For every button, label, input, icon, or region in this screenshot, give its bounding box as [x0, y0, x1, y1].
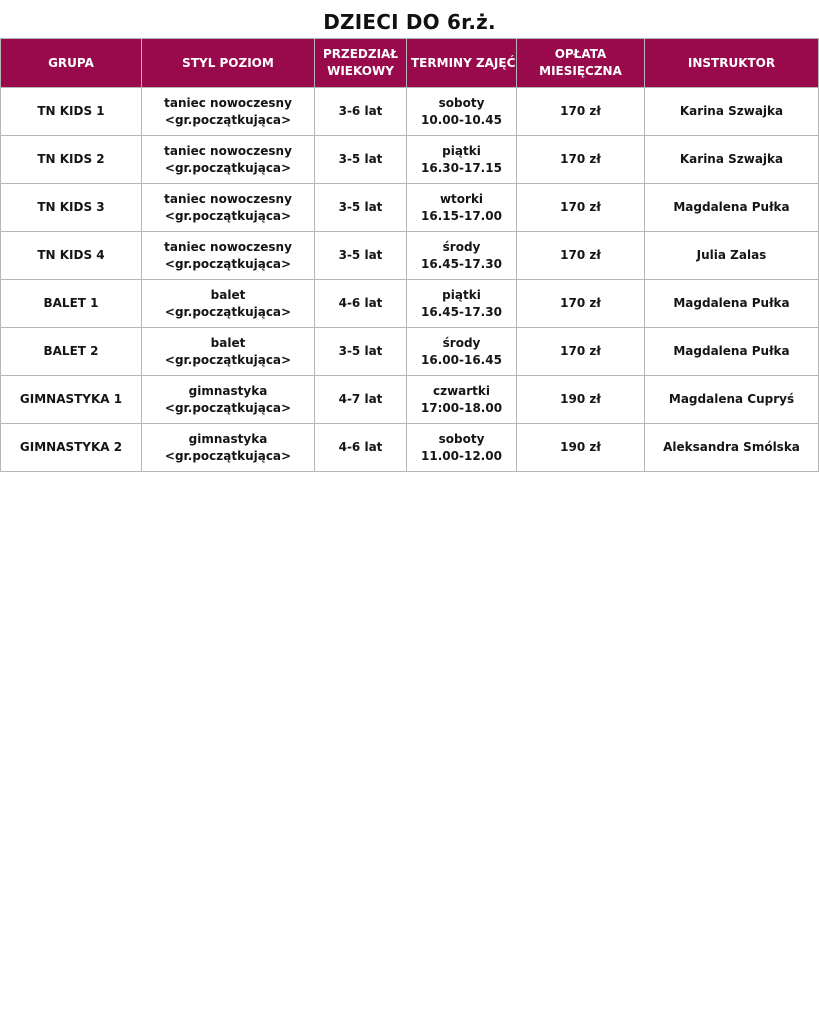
header-schedule-label: TERMINY ZAJĘĆ — [411, 55, 516, 70]
cell-instructor: Karina Szwajka — [645, 136, 819, 184]
cell-group: TN KIDS 3 — [1, 184, 142, 232]
cell-group: TN KIDS 4 — [1, 232, 142, 280]
cell-age: 4-6 lat — [315, 424, 407, 472]
cell-style-name: balet — [210, 287, 246, 302]
header-monthly-fee-line2: MIESIĘCZNA — [539, 64, 622, 78]
cell-schedule-day: piątki — [442, 143, 481, 158]
cell-instructor: Magdalena Pułka — [645, 328, 819, 376]
table-row — [1, 376, 819, 424]
cell-schedule-time: 10.00-10.45 — [421, 112, 502, 127]
cell-style-level: <gr.początkująca> — [164, 256, 292, 271]
cell-fee: 170 zł — [517, 184, 645, 232]
cell-group: GIMNASTYKA 2 — [1, 424, 142, 472]
cell-schedule — [407, 328, 517, 376]
table-row — [1, 328, 819, 376]
header-style-level-label: STYL POZIOM — [182, 55, 274, 70]
cell-age: 4-6 lat — [315, 280, 407, 328]
cell-schedule-day: soboty — [438, 95, 485, 110]
table-row — [1, 424, 819, 472]
cell-style — [142, 88, 315, 136]
cell-schedule-day: czwartki — [432, 383, 491, 398]
cell-instructor: Julia Zalas — [645, 232, 819, 280]
table-header — [1, 39, 819, 88]
header-monthly-fee — [517, 39, 645, 88]
cell-age: 3-5 lat — [315, 328, 407, 376]
header-age-range-line2: WIEKOWY — [327, 64, 394, 78]
header-row — [1, 39, 819, 88]
header-schedule — [407, 39, 517, 88]
cell-schedule-day: środy — [442, 335, 481, 350]
cell-schedule — [407, 184, 517, 232]
cell-age: 4-7 lat — [315, 376, 407, 424]
cell-schedule-time: 16.15-17.00 — [421, 208, 502, 223]
page-title: DZIECI DO 6r.ż. — [323, 10, 496, 34]
cell-schedule-time: 16.30-17.15 — [421, 160, 502, 175]
cell-style — [142, 184, 315, 232]
cell-schedule — [407, 232, 517, 280]
cell-style — [142, 136, 315, 184]
cell-style — [142, 232, 315, 280]
cell-schedule-time: 16.45-17.30 — [421, 256, 502, 271]
cell-schedule-day: piątki — [442, 287, 481, 302]
cell-style-level: <gr.początkująca> — [164, 400, 292, 415]
cell-style-level: <gr.początkująca> — [164, 208, 292, 223]
cell-schedule — [407, 280, 517, 328]
header-instructor-label: INSTRUKTOR — [687, 55, 776, 70]
cell-style-name: gimnastyka — [188, 431, 268, 446]
cell-style-name: taniec nowoczesny — [164, 95, 292, 110]
cell-schedule — [407, 376, 517, 424]
cell-style-name: gimnastyka — [188, 383, 268, 398]
cell-fee: 190 zł — [517, 376, 645, 424]
table-row — [1, 184, 819, 232]
table-row — [1, 136, 819, 184]
cell-style-level: <gr.początkująca> — [164, 160, 292, 175]
cell-fee: 170 zł — [517, 328, 645, 376]
cell-schedule-day: wtorki — [439, 191, 484, 206]
cell-style-level: <gr.początkująca> — [164, 352, 292, 367]
cell-age: 3-6 lat — [315, 88, 407, 136]
header-instructor — [645, 39, 819, 88]
cell-style — [142, 280, 315, 328]
header-group — [1, 39, 142, 88]
cell-style-name: taniec nowoczesny — [164, 191, 292, 206]
cell-fee: 190 zł — [517, 424, 645, 472]
cell-fee: 170 zł — [517, 280, 645, 328]
cell-schedule-day: środy — [442, 239, 481, 254]
cell-style-name: taniec nowoczesny — [164, 239, 292, 254]
cell-instructor: Karina Szwajka — [645, 88, 819, 136]
cell-age: 3-5 lat — [315, 136, 407, 184]
cell-group: BALET 1 — [1, 280, 142, 328]
cell-style-level: <gr.początkująca> — [164, 448, 292, 463]
cell-group: BALET 2 — [1, 328, 142, 376]
cell-age: 3-5 lat — [315, 184, 407, 232]
cell-instructor: Magdalena Pułka — [645, 280, 819, 328]
header-age-range-line1: PRZEDZIAŁ — [322, 47, 399, 61]
cell-schedule — [407, 424, 517, 472]
cell-instructor: Magdalena Pułka — [645, 184, 819, 232]
cell-group: TN KIDS 2 — [1, 136, 142, 184]
table-row — [1, 232, 819, 280]
cell-schedule-time: 17:00-18.00 — [420, 400, 503, 415]
cell-schedule-time: 16.45-17.30 — [421, 304, 502, 319]
cell-fee: 170 zł — [517, 136, 645, 184]
cell-group: GIMNASTYKA 1 — [1, 376, 142, 424]
cell-fee: 170 zł — [517, 232, 645, 280]
cell-style-name: taniec nowoczesny — [164, 143, 292, 158]
cell-style — [142, 424, 315, 472]
cell-style-level: <gr.początkująca> — [164, 304, 292, 319]
cell-style-level: <gr.początkująca> — [164, 112, 292, 127]
schedule-table — [0, 38, 819, 472]
cell-schedule-day: soboty — [438, 431, 485, 446]
table-row — [1, 88, 819, 136]
table-row — [1, 280, 819, 328]
header-group-label: GRUPA — [48, 55, 94, 70]
cell-instructor: Magdalena Cupryś — [645, 376, 819, 424]
cell-schedule-time: 16.00-16.45 — [421, 352, 502, 367]
table-body — [1, 88, 819, 472]
cell-style — [142, 376, 315, 424]
header-style-level — [142, 39, 315, 88]
cell-instructor: Aleksandra Smólska — [645, 424, 819, 472]
header-age-range — [315, 39, 407, 88]
header-monthly-fee-line1: OPŁATA — [554, 47, 607, 61]
cell-schedule — [407, 88, 517, 136]
cell-schedule — [407, 136, 517, 184]
cell-fee: 170 zł — [517, 88, 645, 136]
cell-style — [142, 328, 315, 376]
cell-group: TN KIDS 1 — [1, 88, 142, 136]
cell-style-name: balet — [210, 335, 246, 350]
cell-schedule-time: 11.00-12.00 — [421, 448, 502, 463]
cell-age: 3-5 lat — [315, 232, 407, 280]
